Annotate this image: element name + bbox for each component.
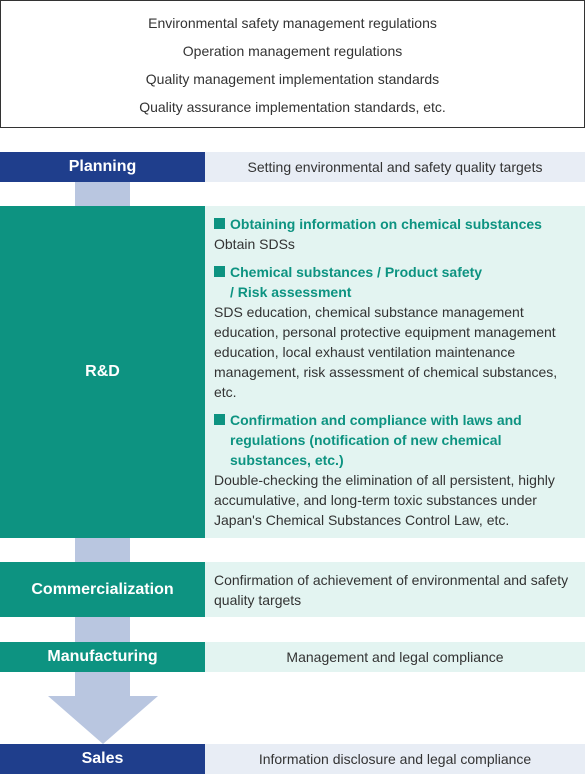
planning-description: Setting environmental and safety quality targets [205, 152, 585, 182]
regulations-box [0, 0, 585, 128]
stage-commercialization: Commercialization [0, 562, 205, 617]
flow-arrow-icon [48, 696, 158, 744]
rd-item-body: Obtain SDSs [214, 236, 295, 252]
rd-item-heading: Obtaining information on chemical substances [214, 214, 575, 234]
flow-connector [75, 182, 130, 206]
rd-description [205, 206, 585, 538]
flow-connector [75, 672, 130, 696]
regulation-item: Quality management implementation standards [145, 71, 440, 87]
square-bullet-icon [214, 266, 225, 277]
manufacturing-description: Management and legal compliance [205, 642, 585, 672]
rd-item-body: SDS education, chemical substance management education, personal protective equipment management education, local exhaust ventilation maintenance management, risk assessment of chemical substances, etc. [214, 304, 558, 400]
rd-item-body: Double-checking the elimination of all persistent, highly accumulative, and long-term toxic substances under Japan's Chemical Substances Control Law, etc. [214, 472, 555, 528]
flow-connector [75, 538, 130, 562]
flow-connector [75, 617, 130, 642]
stage-rd: R&D [0, 206, 205, 538]
rd-item-heading: Confirmation and compliance with laws and regulations (notification of new chemical substances, etc.) [214, 410, 575, 470]
rd-item-heading: Chemical substances / Product safety / Risk assessment [214, 262, 575, 302]
commercialization-description: Confirmation of achievement of environmental and safety quality targets [205, 562, 585, 617]
square-bullet-icon [214, 218, 225, 229]
regulation-item: Quality assurance implementation standards, etc. [139, 99, 446, 115]
stage-sales: Sales [0, 744, 205, 774]
stage-planning: Planning [0, 152, 205, 182]
regulation-item: Environmental safety management regulations [148, 15, 437, 31]
stage-manufacturing: Manufacturing [0, 642, 205, 672]
sales-description: Information disclosure and legal compliance [205, 744, 585, 774]
square-bullet-icon [214, 414, 225, 425]
regulation-item: Operation management regulations [182, 43, 403, 59]
